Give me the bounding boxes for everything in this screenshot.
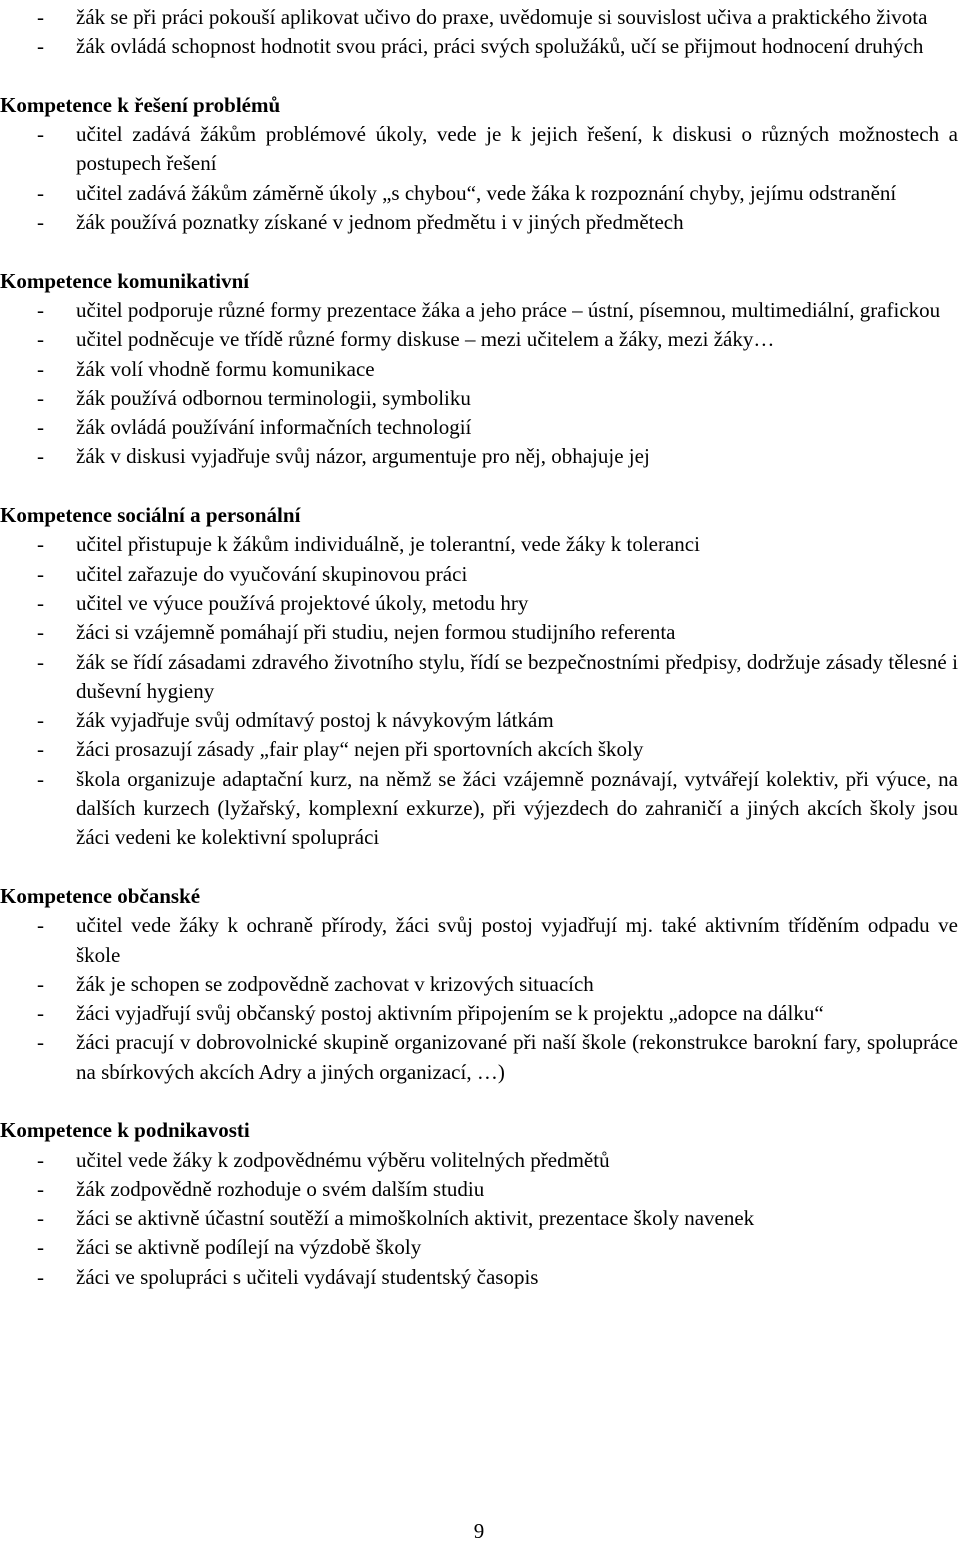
list-item — [0, 355, 958, 384]
section-obcanske — [0, 882, 958, 1087]
bullet-dash: - — [37, 297, 44, 322]
list-item-text: žák se při práci pokouší aplikovat učivo do praxe, uvědomuje si souvislost učiva a praktického života — [76, 5, 928, 29]
list-item — [0, 618, 958, 647]
list-item — [0, 208, 958, 237]
list-item-text: žáci prosazují zásady „fair play“ nejen při sportovních akcích školy — [76, 737, 644, 762]
list-item-text: žáci vyjadřují svůj občanský postoj aktivním připojením se k projektu „adopce na dálku“ — [76, 1001, 824, 1026]
list-item-text: škola organizuje adaptační kurz, na němž se žáci vzájemně poznávají, vytvářejí kolektiv, při výuce, na dalších kurzech (lyžařský, komplexní exkurze), při výjezdech do zahraničí a jiných akcích školy jsou žáci vedeni ke kolektivní spolupráci — [76, 766, 958, 850]
bullet-dash: - — [37, 590, 44, 615]
bullet-dash: - — [37, 5, 44, 29]
list-item — [0, 1146, 958, 1175]
list-item-text: žáci pracují v dobrovolnické skupině organizované při naší škole (rekonstrukce barokní fary, spolupráce na sbírkových akcích Adry a jiných organizací, …) — [76, 1030, 958, 1084]
bullet-dash: - — [37, 327, 44, 352]
list-item-text: učitel vede žáky k ochraně přírody, žáci svůj postoj vyjadřují mj. také aktivním tříděním odpadu ve škole — [76, 913, 958, 967]
bullet-dash: - — [37, 737, 44, 762]
section-list — [0, 1146, 958, 1292]
list-item — [0, 1175, 958, 1204]
list-item-text: žáci se aktivně podílejí na výzdobě školy — [76, 1235, 422, 1260]
list-item-text: žák ovládá používání informačních technologií — [76, 415, 472, 440]
list-item-text: učitel podporuje různé formy prezentace žáka a jeho práce – ústní, písemnou, multimediální, grafickou — [76, 297, 941, 322]
list-item — [0, 765, 958, 853]
list-item — [0, 296, 958, 325]
bullet-dash: - — [37, 210, 44, 235]
section-socialni-personalni — [0, 501, 958, 853]
list-item-text: žák vyjadřuje svůj odmítavý postoj k návykovým látkám — [76, 708, 554, 733]
list-item — [0, 1028, 958, 1087]
list-item-text: žák používá odbornou terminologii, symboliku — [76, 385, 471, 410]
list-item — [0, 413, 958, 442]
list-item — [0, 179, 958, 208]
list-item-text: žáci se aktivně účastní soutěží a mimoškolních aktivit, prezentace školy navenek — [76, 1206, 755, 1231]
list-item — [0, 735, 958, 764]
bullet-dash: - — [37, 34, 44, 59]
bullet-dash: - — [37, 180, 44, 205]
bullet-dash: - — [37, 1235, 44, 1260]
bullet-dash: - — [37, 620, 44, 645]
list-item — [0, 530, 958, 559]
list-item-text: učitel podněcuje ve třídě různé formy diskuse – mezi učitelem a žáky, mezi žáky… — [76, 327, 775, 352]
list-item — [0, 1263, 958, 1292]
list-item-text: žák v diskusi vyjadřuje svůj názor, argumentuje pro něj, obhajuje jej — [76, 444, 650, 469]
list-item — [0, 120, 958, 179]
bullet-dash: - — [37, 1176, 44, 1201]
list-item-text: žáci si vzájemně pomáhají při studiu, nejen formou studijního referenta — [76, 620, 676, 645]
page-number: 9 — [473, 1519, 485, 1543]
list-item-text: učitel zařazuje do vyučování skupinovou práci — [76, 561, 468, 586]
bullet-dash: - — [37, 1206, 44, 1231]
section-heading: Kompetence občanské — [0, 883, 201, 908]
list-item — [0, 560, 958, 589]
list-item-text: učitel zadává žákům problémové úkoly, vede je k jejich řešení, k diskusi o různých možnostech a postupech řešení — [76, 122, 958, 176]
section-komunikativni — [0, 267, 958, 472]
list-item-text: žák se řídí zásadami zdravého životního stylu, řídí se bezpečnostními předpisy, dodržuje zásady tělesné i duševní hygieny — [76, 649, 958, 703]
list-item — [0, 911, 958, 970]
list-item — [0, 999, 958, 1028]
bullet-dash: - — [37, 1264, 44, 1289]
list-item — [0, 384, 958, 413]
section-list — [0, 296, 958, 472]
section-list — [0, 120, 958, 237]
bullet-dash: - — [37, 356, 44, 381]
section-podnikavost — [0, 1116, 958, 1292]
list-item — [0, 1204, 958, 1233]
list-item — [0, 32, 958, 61]
bullet-dash: - — [37, 561, 44, 586]
bullet-dash: - — [37, 385, 44, 410]
bullet-dash: - — [37, 649, 44, 674]
list-item — [0, 706, 958, 735]
bullet-dash: - — [37, 913, 44, 938]
bullet-dash: - — [37, 444, 44, 469]
list-item — [0, 442, 958, 471]
list-item — [0, 325, 958, 354]
bullet-dash: - — [37, 1030, 44, 1055]
list-item — [0, 589, 958, 618]
list-item-text: učitel ve výuce používá projektové úkoly, metodu hry — [76, 590, 529, 615]
bullet-dash: - — [37, 122, 44, 147]
list-item-text: žáci ve spolupráci s učiteli vydávají studentský časopis — [76, 1264, 539, 1289]
list-item-text: učitel zadává žákům záměrně úkoly „s chybou“, vede žáka k rozpoznání chyby, jejímu odstranění — [76, 180, 897, 205]
list-item-text: žák volí vhodně formu komunikace — [76, 356, 375, 381]
bullet-dash: - — [37, 766, 44, 791]
bullet-dash: - — [37, 1147, 44, 1172]
bullet-dash: - — [37, 708, 44, 733]
bullet-dash: - — [37, 415, 44, 440]
list-item — [0, 3, 958, 32]
list-item-text: žák je schopen se zodpovědně zachovat v krizových situacích — [76, 971, 594, 996]
list-item-text: žák používá poznatky získané v jednom předmětu i v jiných předmětech — [76, 210, 684, 235]
section-heading: Kompetence komunikativní — [0, 268, 250, 293]
section-list — [0, 911, 958, 1087]
bullet-dash: - — [37, 532, 44, 557]
list-item — [0, 970, 958, 999]
section-heading: Kompetence sociální a personální — [0, 503, 301, 528]
bullet-dash: - — [37, 971, 44, 996]
intro-list — [0, 3, 958, 62]
section-heading: Kompetence k podnikavosti — [0, 1118, 250, 1143]
list-item-text: žák zodpovědně rozhoduje o svém dalším studiu — [76, 1176, 485, 1201]
list-item-text: učitel přistupuje k žákům individuálně, je tolerantní, vede žáky k toleranci — [76, 532, 700, 557]
bullet-dash: - — [37, 1001, 44, 1026]
list-item — [0, 648, 958, 707]
section-heading: Kompetence k řešení problémů — [0, 92, 281, 117]
section-reseni-problemu — [0, 91, 958, 237]
list-item-text: učitel vede žáky k zodpovědnému výběru volitelných předmětů — [76, 1147, 610, 1172]
list-item-text: žák ovládá schopnost hodnotit svou práci, práci svých spolužáků, učí se přijmout hodnocení druhých — [76, 34, 924, 59]
section-list — [0, 530, 958, 852]
list-item — [0, 1233, 958, 1262]
document-page — [0, 3, 958, 1292]
